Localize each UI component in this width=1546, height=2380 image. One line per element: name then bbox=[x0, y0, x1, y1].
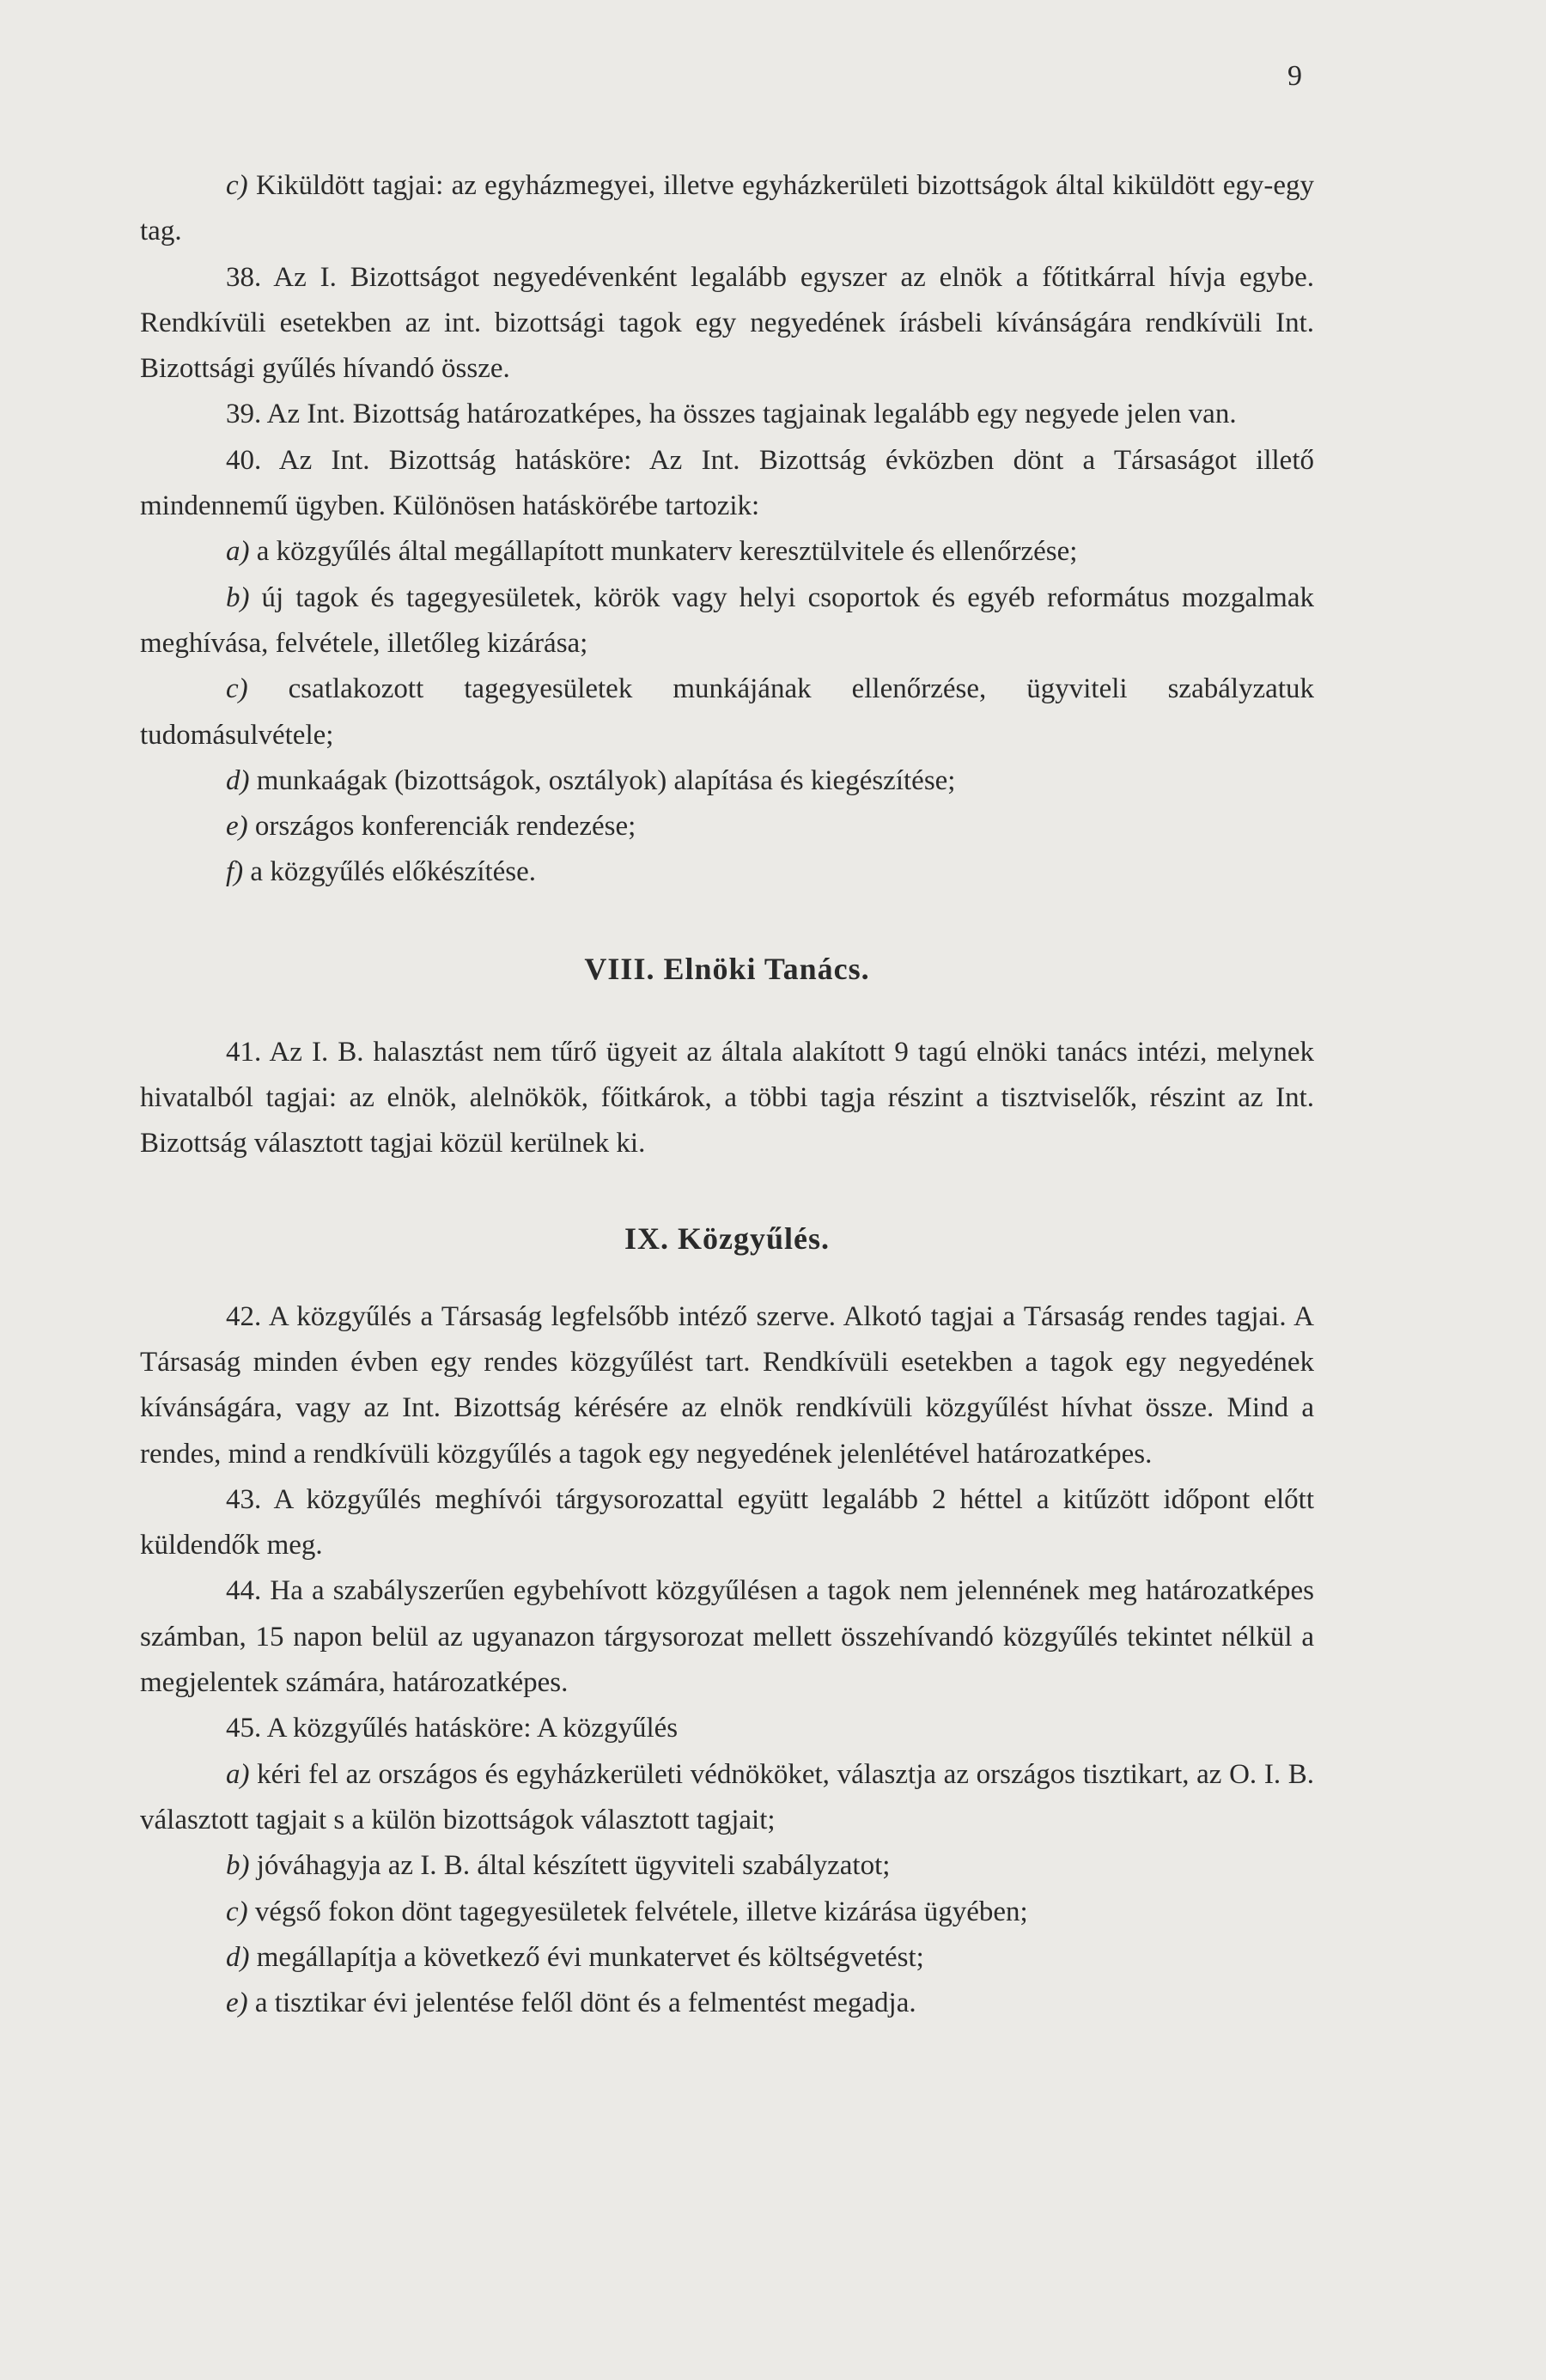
paragraph-text: végső fokon dönt tagegyesületek felvétele, illetve kizárása ügyében; bbox=[247, 1896, 1028, 1927]
paragraph-text: a közgyűlés előkészítése. bbox=[243, 856, 537, 888]
paragraph bbox=[140, 255, 1314, 393]
item-label: a) bbox=[226, 1758, 250, 1790]
item-label: a) bbox=[226, 536, 250, 568]
item-label: b) bbox=[226, 1850, 250, 1882]
paragraph-text: jóváhagyja az I. B. által készített ügyviteli szabályzatot; bbox=[249, 1850, 891, 1882]
paragraph-text: országos konferenciák rendezése; bbox=[247, 811, 636, 843]
paragraph bbox=[140, 1477, 1314, 1569]
paragraph bbox=[140, 1030, 1314, 1167]
paragraph-text: munkaágak (bizottságok, osztályok) alapítása és kiegészítése; bbox=[249, 764, 956, 796]
text-block-3 bbox=[140, 1294, 1314, 2027]
paragraph-text: 40. Az Int. Bizottság hatásköre: Az Int. Bizottság évközben dönt a Társaságot illető mindennemű ügyben. Különösen hatáskörébe tartozik: bbox=[140, 444, 1314, 522]
paragraph-text: 39. Az Int. Bizottság határozatképes, ha összes tagjainak legalább egy negyede jelen van. bbox=[226, 399, 1237, 430]
text-block-2 bbox=[140, 1030, 1314, 1167]
paragraph bbox=[140, 529, 1314, 575]
paragraph-text: 45. A közgyűlés hatásköre: A közgyűlés bbox=[226, 1713, 679, 1744]
paragraph-text: a közgyűlés által megállapított munkaterv keresztülvitele és ellenőrzése; bbox=[249, 536, 1078, 568]
paragraph bbox=[140, 849, 1314, 895]
paragraph-text: megállapítja a következő évi munkatervet és költségvetést; bbox=[249, 1941, 924, 1973]
paragraph bbox=[140, 1752, 1314, 1844]
paragraph-text: 38. Az I. Bizottságot negyedévenként legalább egyszer az elnök a főtitkárral hívja egybe. Rendkívüli esetekben az int. bizottsági tagok egy negyedének írásbeli kívánságára rendkívüli Int. Bizottsági gyűlés hívandó össze. bbox=[140, 261, 1314, 385]
paragraph-text: 44. Ha a szabályszerűen egybehívott közgyűlésen a tagok nem jelennének meg határozatképes számban, 15 napon belül az ugyanazon tárgysorozat mellett összehívandó közgyűlés tekintet nélkül a megjelentek számára, határozatképes. bbox=[140, 1575, 1314, 1699]
paragraph bbox=[140, 758, 1314, 804]
paragraph bbox=[140, 1294, 1314, 1477]
paragraph bbox=[140, 163, 1314, 255]
paragraph-text: 43. A közgyűlés meghívói tárgysorozattal együtt legalább 2 héttel a kitűzött időpont előtt küldendők meg. bbox=[140, 1483, 1314, 1561]
section-heading-kozgyules: IX. Közgyűlés. bbox=[624, 1220, 830, 1256]
item-label: d) bbox=[226, 764, 250, 796]
item-label: c) bbox=[226, 673, 248, 705]
paragraph bbox=[140, 1981, 1314, 2026]
paragraph bbox=[140, 1890, 1314, 1935]
item-label: d) bbox=[226, 1941, 250, 1973]
paragraph bbox=[140, 804, 1314, 849]
item-label: c) bbox=[226, 1896, 248, 1927]
paragraph-text: új tagok és tagegyesületek, körök vagy helyi csoportok és egyéb református mozgalmak meghívása, felvétele, illetőleg kizárása; bbox=[140, 581, 1314, 659]
paragraph bbox=[140, 1568, 1314, 1706]
paragraph-text: a tisztikar évi jelentése felől dönt és a felmentést megadja. bbox=[247, 1987, 916, 2019]
item-label: b) bbox=[226, 581, 250, 613]
item-label: e) bbox=[226, 811, 248, 843]
paragraph bbox=[140, 575, 1314, 667]
paragraph bbox=[140, 392, 1314, 437]
paragraph bbox=[140, 1935, 1314, 1981]
paragraph-text: csatlakozott tagegyesületek munkájának ellenőrzése, ügyviteli szabályzatuk tudomásulvétele; bbox=[140, 673, 1314, 751]
paragraph-text: Kiküldött tagjai: az egyházmegyei, illetve egyházkerületi bizottságok által kiküldött egy-egy tag. bbox=[140, 170, 1314, 247]
paragraph bbox=[140, 1706, 1314, 1751]
paragraph-text: 41. Az I. B. halasztást nem tűrő ügyeit az általa alakított 9 tagú elnöki tanács intézi, melynek hivatalból tagjai: az elnök, alelnökök, főitkárok, a többi tagja részint a tisztviselők, részint az Int. Bizottság választott tagjai közül kerülnek ki. bbox=[140, 1036, 1314, 1160]
item-label: e) bbox=[226, 1987, 248, 2019]
item-label: c) bbox=[226, 170, 248, 201]
section-heading-elnoki-tanacs: VIII. Elnöki Tanács. bbox=[584, 951, 870, 986]
paragraph bbox=[140, 667, 1314, 758]
paragraph bbox=[140, 438, 1314, 530]
page-number: 9 bbox=[1287, 60, 1302, 92]
text-block-1 bbox=[140, 163, 1314, 896]
paragraph-text: 42. A közgyűlés a Társaság legfelsőbb intéző szerve. Alkotó tagjai a Társaság rendes tagjai. A Társaság minden évben egy rendes közgyűlést tart. Rendkívüli esetekben a tagok egy negyedének kívánságára, vagy az Int. Bizottság kérésére az elnök rendkívüli közgyűlést hívhat össze. Mind a rendes, mind a rendkívüli közgyűlés a tagok egy negyedének jelenlétével határozatképes. bbox=[140, 1300, 1314, 1470]
item-label: f) bbox=[226, 856, 244, 888]
paragraph bbox=[140, 1843, 1314, 1889]
paragraph-text: kéri fel az országos és egyházkerületi védnököket, választja az országos tisztikart, az O. I. B. választott tagjait s a külön bizottságok választott tagjait; bbox=[140, 1758, 1314, 1835]
